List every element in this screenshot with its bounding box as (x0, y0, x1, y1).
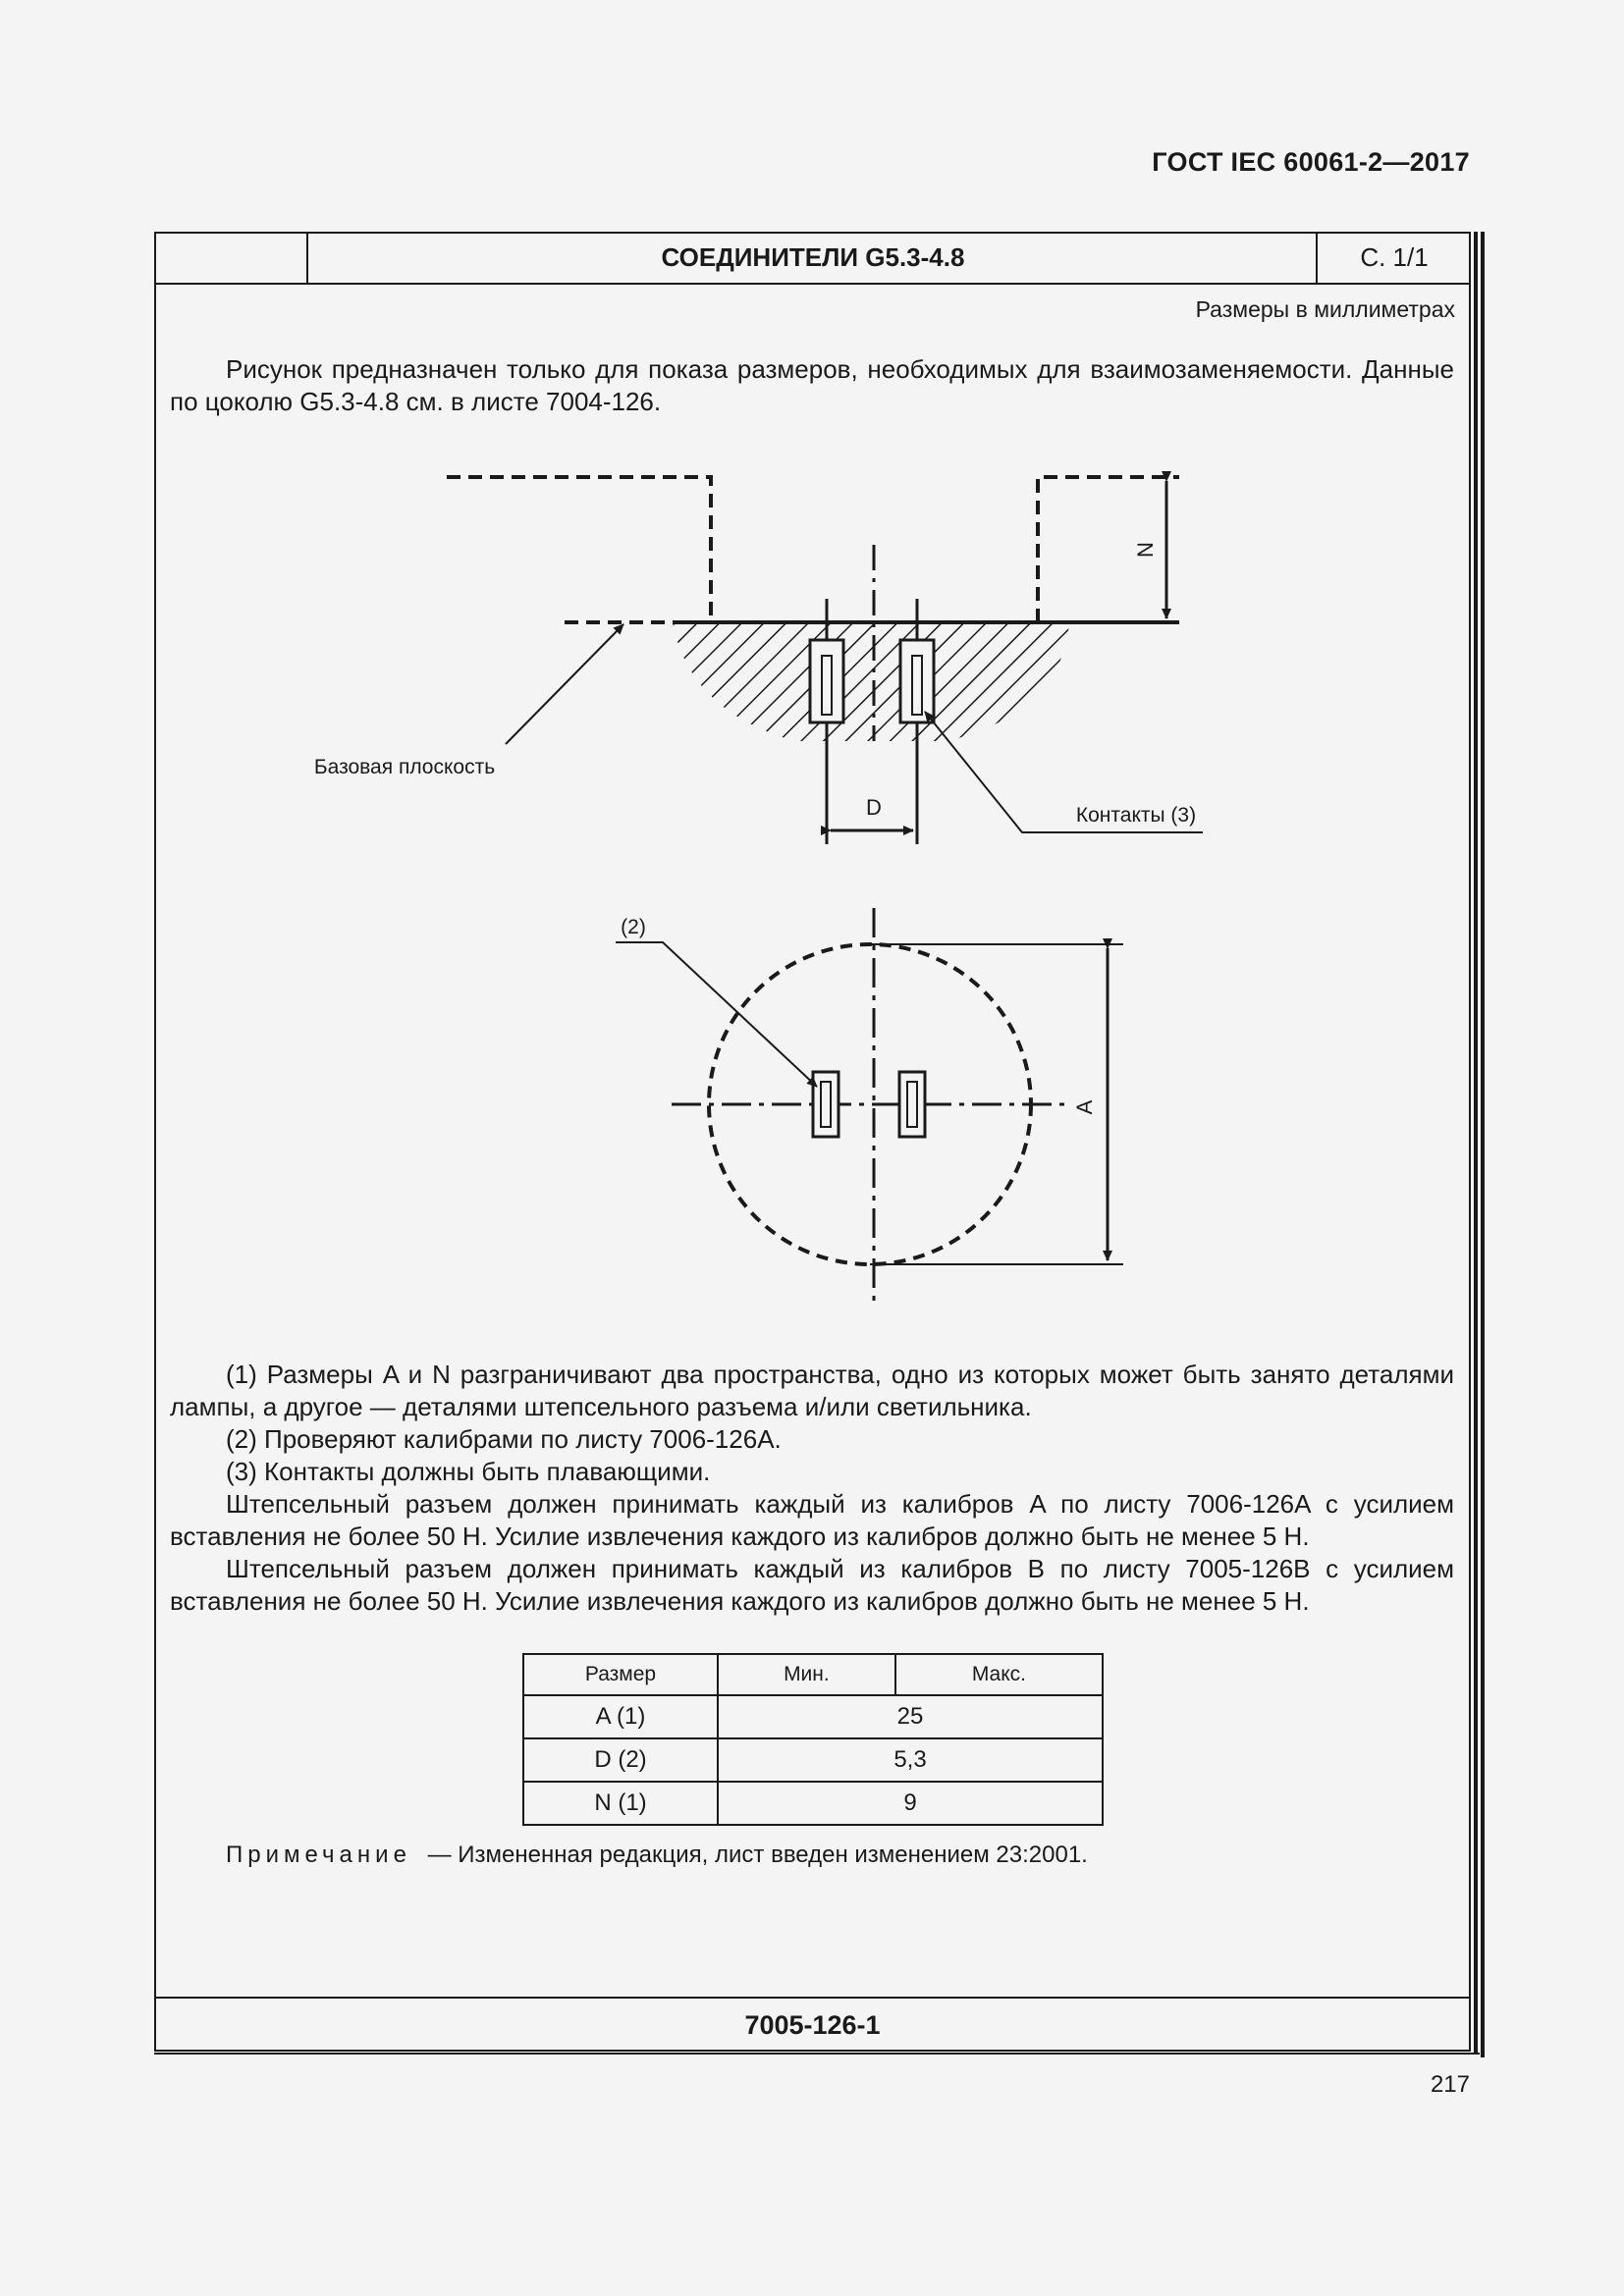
pin-left (813, 1072, 839, 1137)
label-ref2: (2) (621, 916, 646, 938)
document-code: ГОСТ IEC 60061-2—2017 (1152, 147, 1470, 177)
dimension-name: D (2) (523, 1738, 718, 1782)
note-item: Штепсельный разъем должен принимать каждый из калибров A по листу 7006-126A с усилием вставления не более 50 Н. Усилие извлечения каждого из калибров должно быть не менее 5 Н. (170, 1489, 1454, 1551)
table-row (523, 1695, 1103, 1738)
sheet-code: 7005-126-1 (744, 2010, 881, 2040)
pin-right (899, 1072, 925, 1137)
page-number: 217 (1430, 2071, 1470, 2098)
remark-text: Измененная редакция, лист введен изменением 23:2001. (458, 1842, 1088, 1868)
frame-edge-line (1474, 232, 1478, 2055)
label-base-plane: Базовая плоскость (313, 756, 496, 778)
leader-base-plane (506, 624, 623, 744)
dimension-value: 9 (718, 1782, 1103, 1825)
lamp-space-left (447, 477, 711, 622)
intro-paragraph: Рисунок предназначен только для показа размеров, необходимых для взаимозаменяемости. Данные по цоколю G5.3-4.8 см. в листе 7004-126. (170, 354, 1454, 416)
sheet-title: СОЕДИНИТЕЛИ G5.3-4.8 (661, 242, 965, 272)
dimension-name: N (1) (523, 1782, 718, 1825)
contact-right (900, 599, 934, 722)
frame-edge-line (1481, 232, 1485, 2057)
dimension-a-label: A (1072, 1099, 1097, 1115)
contact-left (810, 599, 843, 722)
hatched-body (673, 622, 1069, 741)
technical-drawing (154, 432, 1471, 1335)
dimensions-table (522, 1653, 1104, 1826)
frame-edge-line (154, 2053, 1480, 2055)
column-header: Размер (523, 1654, 718, 1695)
leader-ref2 (616, 942, 817, 1087)
table-row (523, 1738, 1103, 1782)
dimension-name: A (1) (523, 1695, 718, 1738)
note-item: (3) Контакты должны быть плавающими. (226, 1457, 711, 1486)
label-contacts: Контакты (3) (1075, 804, 1197, 827)
column-header: Макс. (895, 1654, 1103, 1695)
dimension-value: 5,3 (718, 1738, 1103, 1782)
title-empty-cell (154, 232, 308, 285)
lamp-space-right (1038, 477, 1179, 622)
note-item: (2) Проверяют калибрами по листу 7006-126A. (226, 1424, 782, 1454)
dimension-d-label: D (866, 795, 882, 820)
notes-block (170, 1359, 1454, 1618)
remark (226, 1842, 1088, 1869)
side-view (314, 477, 1203, 844)
note-item: Штепсельный разъем должен принимать каждый из калибров B по листу 7005-126B с усилием вставления не более 50 Н. Усилие извлечения каждого из калибров должно быть не менее 5 Н. (170, 1554, 1454, 1616)
dimension-n-label: N (1133, 542, 1158, 558)
units-note: Размеры в миллиметрах (1195, 296, 1455, 322)
sheet-page: С. 1/1 (1316, 232, 1471, 283)
note-item: (1) Размеры A и N разграничивают два пространства, одно из которых может быть занято деталями лампы, а другое — деталями штепсельного разъема и/или светильника. (170, 1360, 1454, 1421)
plan-view (616, 908, 1123, 1306)
table-row (523, 1782, 1103, 1825)
dimension-value: 25 (718, 1695, 1103, 1738)
remark-label: Примечание (226, 1842, 411, 1868)
column-header: Мин. (718, 1654, 895, 1695)
remark-dash: — (427, 1842, 452, 1868)
table-header-row (523, 1654, 1103, 1695)
